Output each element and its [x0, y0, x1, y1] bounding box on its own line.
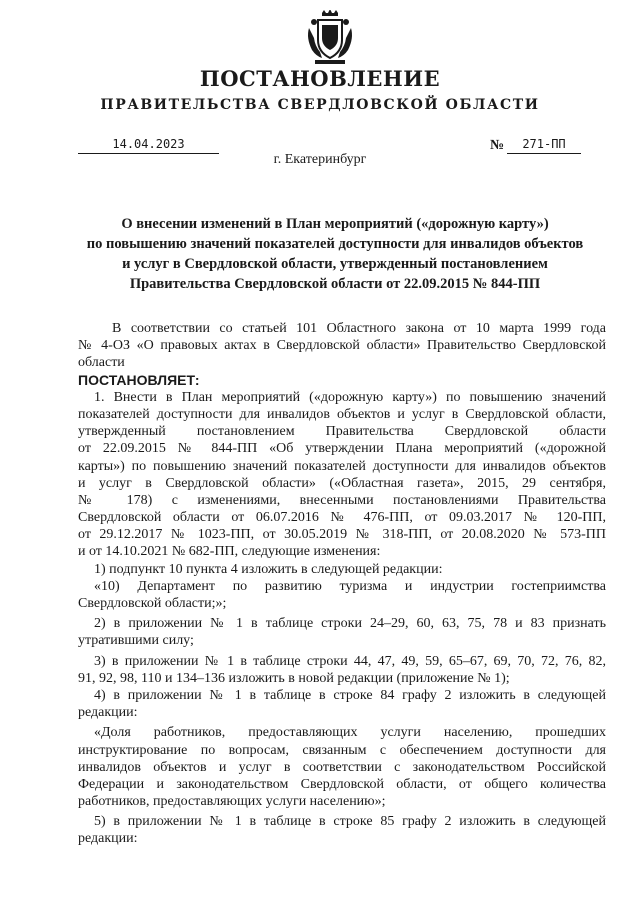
item1-line: утвержденный постановлением Правительства Свердловской области — [78, 424, 606, 440]
subitem-4: 4) в приложении № 1 в таблице в строке 84 графу 2 изложить в следующей — [94, 687, 606, 703]
preamble-line: области — [78, 355, 125, 371]
subitem-3: 91, 92, 98, 110 и 134–136 изложить в новой редакции (приложение № 1); — [78, 670, 510, 686]
title-line: Правительства Свердловской области от 22.09.2015 № 844-ПП — [129, 276, 541, 292]
subitem-5: редакции: — [78, 831, 138, 847]
subitem-1-quote: Свердловской области;»; — [78, 596, 227, 611]
preamble-line: № 4-ОЗ «О правовых актах в Свердловской области» Правительство Свердловской — [78, 338, 606, 354]
item1-line: и от 14.10.2021 № 682-ПП, следующие изменения: — [78, 544, 381, 560]
subitem-2: утратившими силу; — [78, 633, 194, 649]
coat-of-arms-icon — [305, 10, 355, 66]
title-line: по повышению значений показателей доступности для инвалидов объектов — [86, 236, 584, 252]
subitem-3: 3) в приложении № 1 в таблице строки 44, 47, 49, 59, 65–67, 69, 70, 72, 76, 82, — [94, 653, 606, 669]
subitem-4-quote: инструктирование по вопросам, связанным с обеспечением доступности для — [78, 742, 606, 758]
document-number: 271-ПП — [507, 136, 581, 154]
subitem-4-quote: «Доля работников, предоставляющих услуги населению, прошедших — [94, 725, 606, 741]
subitem-5: 5) в приложении № 1 в таблице в строке 85 графу 2 изложить в следующей — [94, 814, 606, 830]
item1-line: Свердловской области от 06.07.2016 № 476-ПП, от 09.03.2017 № 120-ПП, — [78, 510, 606, 526]
title-line: и услуг в Свердловской области, утвержденный постановлением — [122, 256, 548, 272]
subitem-4: редакции: — [78, 705, 138, 721]
item1-line: от 29.12.2017 № 1023-ПП, от 30.05.2019 № 318-ПП, от 20.08.2020 № 573-ПП — [78, 527, 606, 543]
decree-word: ПОСТАНОВЛЯЕТ: — [78, 371, 200, 388]
document-type: ПОСТАНОВЛЕНИЕ — [199, 66, 441, 91]
subitem-4-quote: Федерации и законодательством Свердловской области, от общего количества — [78, 776, 606, 792]
item1-line: карты») по повышению значений показателей доступности для инвалидов объектов — [78, 458, 606, 474]
subitem-1-quote: «10) Департамент по развитию туризма и индустрии гостеприимства — [94, 578, 606, 594]
document-body — [78, 320, 606, 848]
item1-line: и услуг в Свердловской области» («Областная газета», 2015, 29 сентября, — [78, 475, 606, 491]
document-date: 14.04.2023 — [78, 136, 219, 154]
item1-line: показателей доступности для инвалидов объектов и услуг в Свердловской области, — [78, 406, 606, 422]
subitem-4-quote: работников, предоставляющих услуги населению»; — [78, 794, 386, 810]
city-line: г. Екатеринбург — [273, 152, 367, 167]
issuing-organization: ПРАВИТЕЛЬСТВА СВЕРДЛОВСКОЙ ОБЛАСТИ — [100, 97, 540, 113]
subitem-4-quote: инвалидов объектов и услуг в соответствии с законодательством Российской — [78, 759, 606, 775]
number-sign: № — [490, 138, 505, 153]
item1-line: от 22.09.2015 № 844-ПП «Об утверждении Плана мероприятий («дорожной — [78, 441, 606, 457]
item1-line: № 178) с изменениями, внесенными постановлениями Правительства — [78, 492, 606, 508]
subitem-2: 2) в приложении № 1 в таблице строки 24–29, 60, 63, 75, 78 и 83 признать — [94, 616, 606, 632]
preamble-line: В соответствии со статьей 101 Областного закона от 10 марта 1999 года — [112, 321, 606, 336]
item1-line: 1. Внести в План мероприятий («дорожную карту») по повышению значений — [94, 389, 606, 405]
subitem-1: 1) подпункт 10 пункта 4 изложить в следующей редакции: — [94, 561, 443, 577]
document-title — [70, 214, 600, 294]
title-line: О внесении изменений в План мероприятий («дорожную карту») — [121, 216, 549, 232]
